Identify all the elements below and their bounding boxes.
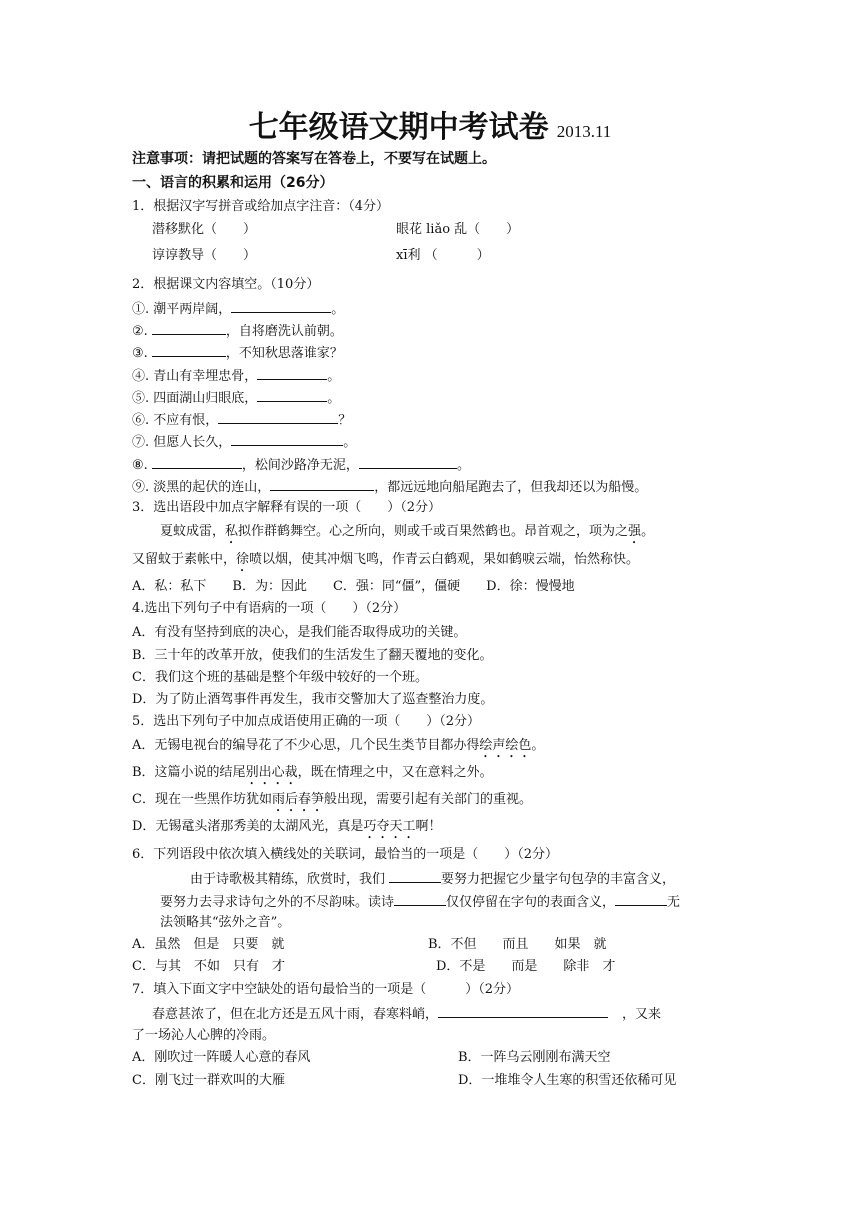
q2-line: ⑥. 不应有恨， ？: [132, 410, 351, 430]
q3-stem: 3．选出语段中加点字解释有误的一项（ ）（2分）: [132, 500, 442, 515]
answer-blank: [257, 388, 327, 402]
q4-option-b: B．三十年的改革开放，使我们的生活发生了翻天覆地的变化。: [132, 648, 493, 663]
answer-blank: [615, 892, 667, 906]
answer-blank: [270, 477, 374, 491]
q7-option-d: D．一堆堆令人生寒的积雪还依稀可见: [458, 1073, 677, 1088]
q2-line: ⑨. 淡黑的起伏的连山， ，都远远地向船尾跑去了，但我却还以为船慢。: [132, 477, 647, 497]
q2-stem: 2．根据课文内容填空。（10分）: [132, 277, 320, 292]
page-title: [0, 108, 860, 152]
q6-option-c: C．与其 不如 只有 才: [132, 959, 285, 974]
exam-date: 2013.11: [556, 122, 612, 141]
q7-passage: 了一场沁人心脾的冷雨。: [132, 1028, 276, 1043]
q7-option-a: A．刚吹过一阵暖人心意的春风: [132, 1050, 311, 1065]
q3-options: A．私：私下 B．为：因此 C．强：同“僵”，僵硬 D．徐：慢慢地: [132, 579, 575, 594]
dotted-idiom: 绘声绘色: [479, 738, 532, 753]
answer-blank: [231, 432, 343, 446]
q1-item: xī利 （ ）: [396, 248, 490, 263]
notice: 注意事项：请把试题的答案写在答卷上，不要写在试题上。: [132, 151, 496, 167]
q6-passage: 要努力去寻求诗句之外的不尽韵味。读诗 仅仅停留在字句的表面含义， 无: [160, 892, 680, 912]
answer-blank: [218, 410, 338, 424]
q5-option-c: C．现在一些黑作坊犹如雨后春笋般出现，需要引起有关部门的重视。: [132, 792, 532, 807]
dotted-idiom: 雨后春笋: [271, 792, 324, 807]
q2-line: ③. ，不知秋思落谁家？: [132, 343, 343, 363]
dotted-char: 私: [225, 524, 239, 539]
dotted-char: 强: [628, 524, 642, 539]
q6-option-d: D．不是 而是 除非 才: [436, 959, 616, 974]
q1-item: 潜移默化（ ）: [152, 222, 257, 237]
q2-line: ⑦. 但愿人长久， 。: [132, 432, 356, 452]
answer-blank: [231, 299, 331, 313]
q5-option-a: A．无锡电视台的编导花了不少心思，几个民生类节目都办得绘声绘色。: [132, 738, 545, 753]
q2-line: ④. 青山有幸埋忠骨， 。: [132, 366, 340, 386]
section-1-heading: 一、语言的积累和运用（26分）: [132, 175, 334, 191]
q6-option-a: A．虽然 但是 只要 就: [132, 937, 285, 952]
dotted-char: 徐: [236, 552, 250, 567]
q6-option-b: B．不但 而且 如果 就: [428, 937, 607, 952]
dotted-idiom: 别出心裁: [245, 765, 298, 780]
q4-option-d: D．为了防止酒驾事件再发生，我市交警加大了巡查整治力度。: [132, 692, 494, 707]
q1-stem: 1．根据汉字写拼音或给加点字注音：（4分）: [132, 199, 390, 214]
q1-item: 眼花 liǎo 乱（ ）: [396, 222, 520, 237]
q5-option-d: D．无锡鼋头渚那秀美的太湖风光，真是巧夺天工啊！: [132, 819, 442, 834]
q7-passage: 春意甚浓了，但在北方还是五风十雨，春寒料峭， ，又来: [152, 1004, 661, 1024]
q7-stem: 7．填入下面文字中空缺处的语句最恰当的一项是（ ）（2分）: [132, 982, 520, 997]
dotted-idiom: 巧夺天工: [363, 819, 416, 834]
answer-blank: [359, 455, 457, 469]
answer-blank: [389, 869, 441, 883]
answer-blank: [152, 455, 242, 469]
q2-line: ①. 潮平两岸阔， 。: [132, 299, 344, 319]
answer-blank: [152, 343, 226, 357]
q2-line: ⑧. ，松间沙路净无泥， 。: [132, 455, 470, 475]
q2-line: ②. ，自将磨洗认前朝。: [132, 321, 343, 341]
q6-passage: 法领略其“弦外之音”。: [160, 915, 291, 930]
q3-passage: 又留蚊于素帐中，徐喷以烟，使其冲烟飞鸣，作青云白鹤观，果如鹤唳云端，怡然称快。: [132, 552, 640, 567]
q4-option-a: A．有没有坚持到底的决心，是我们能否取得成功的关键。: [132, 625, 467, 640]
q4-option-c: C．我们这个班的基础是整个年级中较好的一个班。: [132, 670, 428, 685]
q6-stem: 6．下列语段中依次填入横线处的关联词，最恰当的一项是（ ）（2分）: [132, 847, 559, 862]
q1-item: 谆谆教导（ ）: [152, 248, 257, 263]
q7-option-b: B．一阵乌云刚刚布满天空: [458, 1050, 611, 1065]
q7-option-c: C．刚飞过一群欢叫的大雁: [132, 1073, 285, 1088]
q3-passage: 夏蚊成雷，私拟作群鹤舞空。心之所向，则或千或百果然鹤也。昂首观之，项为之强。: [160, 524, 655, 539]
answer-blank: [152, 321, 226, 335]
q6-passage: 由于诗歌极其精练，欣赏时，我们 要努力把握它少量字句包孕的丰富含义，: [190, 869, 675, 889]
answer-blank: [394, 892, 446, 906]
q5-stem: 5．选出下列句子中加点成语使用正确的一项（ ）（2分）: [132, 714, 481, 729]
title-text: 七年级语文期中考试卷: [248, 110, 549, 145]
q4-stem: 4.选出下列句子中有语病的一项（ ）（2分）: [132, 601, 407, 616]
answer-blank: [257, 366, 327, 380]
answer-blank: [438, 1004, 608, 1018]
q2-line: ⑤. 四面湖山归眼底， 。: [132, 388, 340, 408]
q5-option-b: B．这篇小说的结尾别出心裁，既在情理之中，又在意料之外。: [132, 765, 493, 780]
